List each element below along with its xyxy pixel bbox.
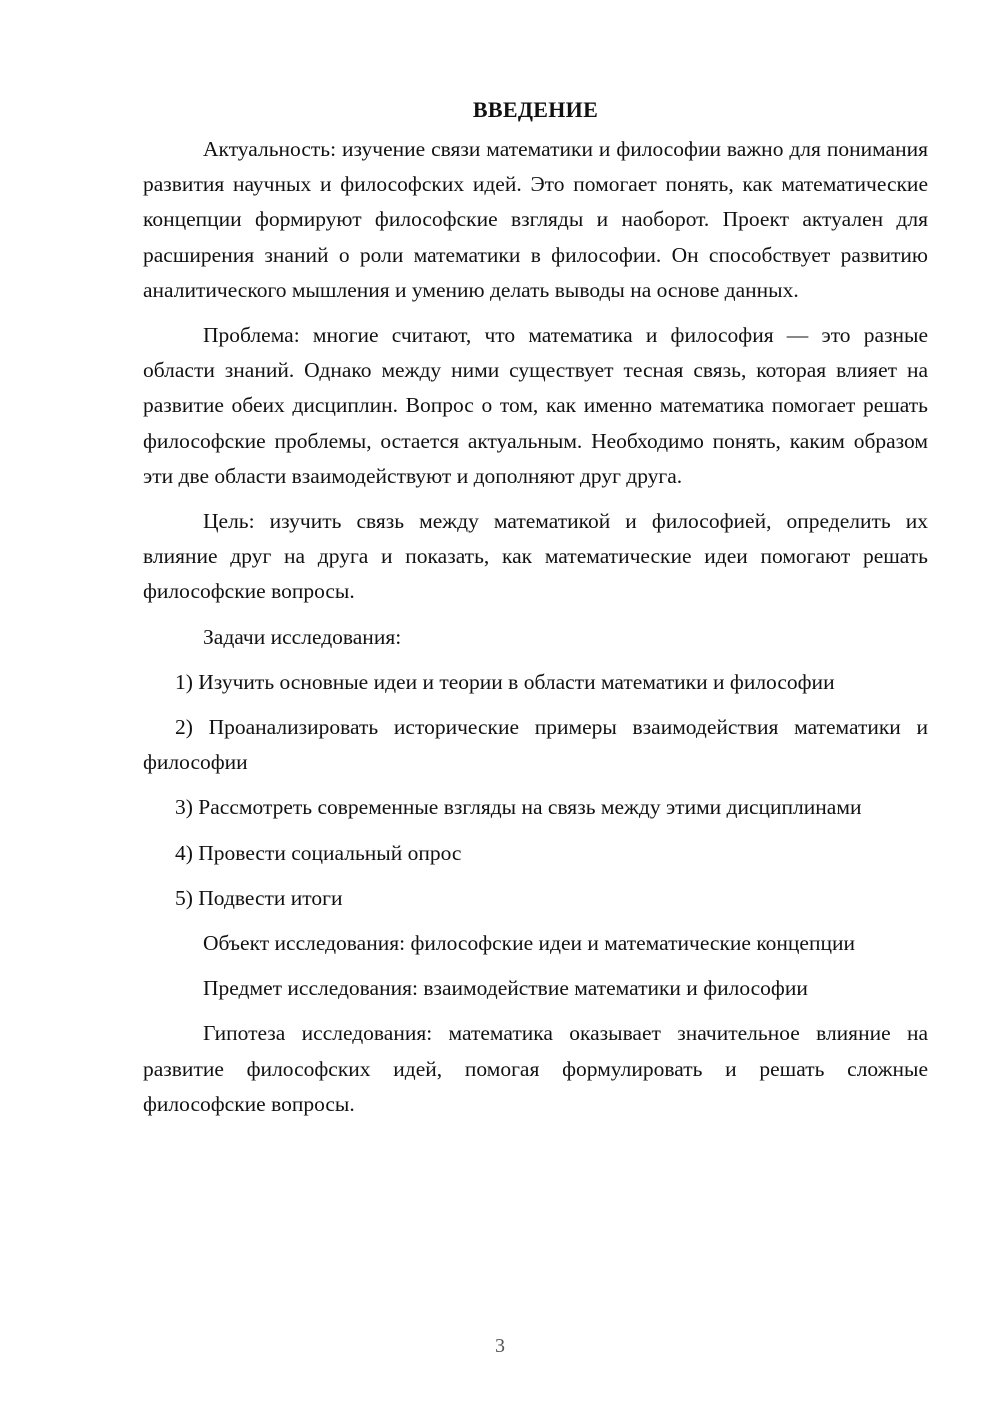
paragraph-subject: Предмет исследования: взаимодействие математики и философии <box>203 976 808 1001</box>
paragraph-object: Объект исследования: философские идеи и математические концепции <box>203 931 856 956</box>
tasks-heading: Задачи исследования: <box>203 624 402 649</box>
paragraph-goal: Цель: изучить связь между математикой и философией, определить их влияние друг на друга и показать, как математические идеи помогают решать философские вопросы. <box>143 509 928 604</box>
paragraph-relevance: Актуальность: изучение связи математики и философии важно для понимания развития научных и философских идей. Это помогает понять, как математические концепции формируют философские взгляды и наоборот. Проект актуален для расширения знаний о роли математики в философии. Он способствует развитию аналитического мышления и умению делать выводы на основе данных. <box>143 137 928 302</box>
task-item-4: 4) Провести социальный опрос <box>175 840 462 865</box>
document-page <box>143 92 928 1122</box>
paragraph-problem: Проблема: многие считают, что математика и философия — это разные области знаний. Однако между ними существует тесная связь, которая влияет на развитие обеих дисциплин. Вопрос о том, как именно математика помогает решать философские проблемы, остается актуальным. Необходимо понять, каким образом эти две области взаимодействуют и дополняют друг друга. <box>143 323 928 488</box>
paragraph-hypothesis: Гипотеза исследования: математика оказывает значительное влияние на развитие философских идей, помогая формулировать и решать сложные философские вопросы. <box>143 1021 928 1116</box>
page-number: 3 <box>495 1335 505 1357</box>
task-item-2: 2) Проанализировать исторические примеры взаимодействия математики и философии <box>143 715 928 775</box>
task-item-3: 3) Рассмотреть современные взгляды на связь между этими дисциплинами <box>175 795 862 820</box>
task-item-5: 5) Подвести итоги <box>175 885 343 910</box>
task-item-1: 1) Изучить основные идеи и теории в области математики и философии <box>175 669 835 694</box>
section-title: ВВЕДЕНИЕ <box>472 97 599 122</box>
